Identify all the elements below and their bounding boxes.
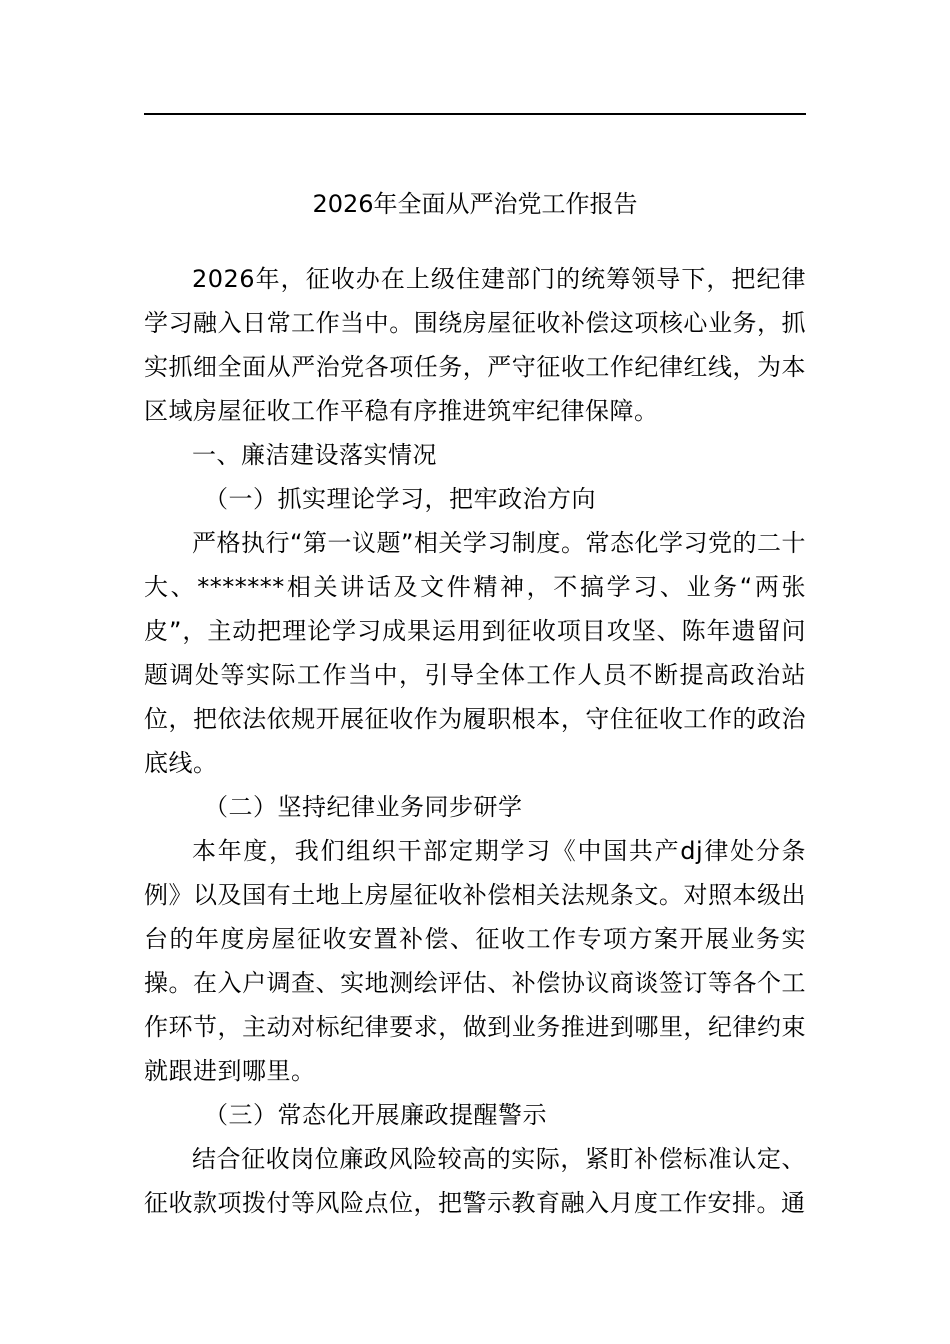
section-heading-1: 一、廉洁建设落实情况 (192, 441, 437, 469)
document-title: 2026年全面从严治党工作报告 (312, 190, 638, 218)
document-body (144, 257, 806, 1225)
subsection-body-2: 本年度，我们组织干部定期学习《中国共产dj律处分条例》以及国有土地上房屋征收补偿相关法规条文。对照本级出台的年度房屋征收安置补偿、征收工作专项方案开展业务实操。在入户调查、实地测绘评估、补偿协议商谈签订等各个工作环节，主动对标纪律要求，做到业务推进到哪里，纪律约束就跟进到哪里。 (144, 837, 806, 1085)
subsection-heading-3: （三）常态化开展廉政提醒警示 (204, 1101, 547, 1129)
subsection-body-1: 严格执行“第一议题”相关学习制度。常态化学习党的二十大、*******相关讲话及文件精神，不搞学习、业务“两张皮”，主动把理论学习成果运用到征收项目攻坚、陈年遗留问题调处等实际工作当中，引导全体工作人员不断提高政治站位，把依法依规开展征收作为履职根本，守住征收工作的政治底线。 (144, 529, 806, 777)
subsection-heading-2: （二）坚持纪律业务同步研学 (204, 793, 523, 821)
subsection-body-3: 结合征收岗位廉政风险较高的实际，紧盯补偿标准认定、征收款项拨付等风险点位，把警示教育融入月度工作安排。通 (144, 1145, 806, 1217)
header-rule (144, 113, 806, 115)
subsection-heading-1: （一）抓实理论学习，把牢政治方向 (204, 485, 596, 513)
intro-paragraph: 2026年，征收办在上级住建部门的统筹领导下，把纪律学习融入日常工作当中。围绕房屋征收补偿这项核心业务，抓实抓细全面从严治党各项任务，严守征收工作纪律红线，为本区域房屋征收工作平稳有序推进筑牢纪律保障。 (144, 265, 806, 425)
